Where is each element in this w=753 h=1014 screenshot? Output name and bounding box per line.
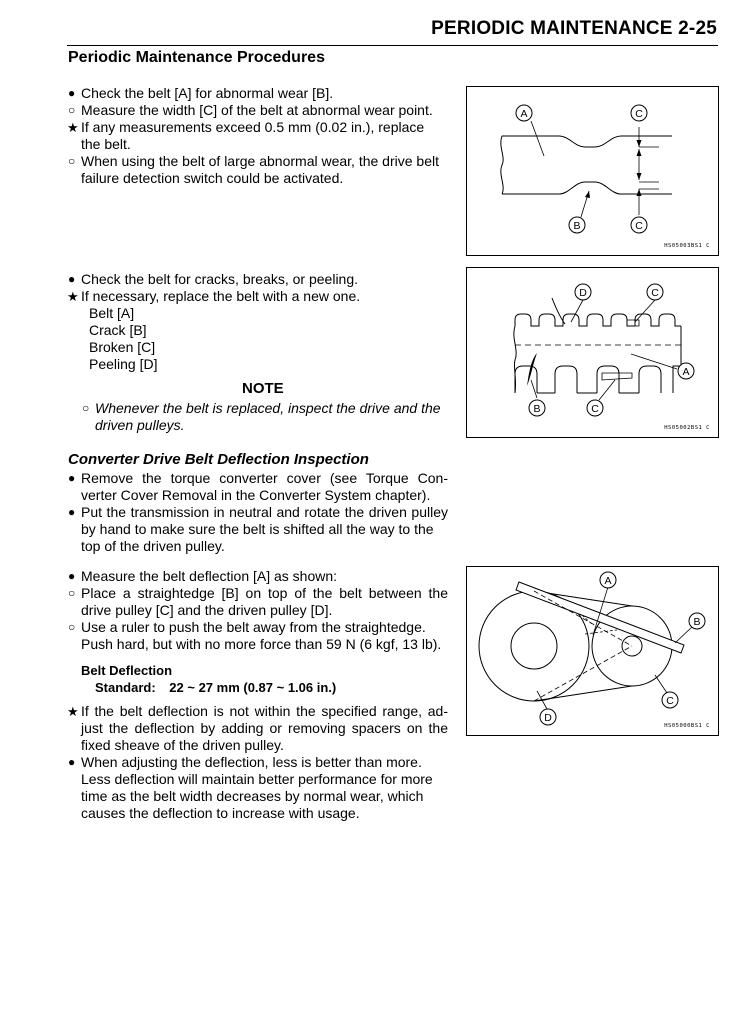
step-text: Check the belt for cracks, breaks, or peeling. bbox=[81, 271, 359, 287]
belt-wear-diagram bbox=[467, 87, 718, 255]
step-text: drive pulley [C] and the driven pulley [D]. bbox=[81, 602, 333, 618]
note-heading: NOTE bbox=[242, 380, 284, 397]
step-text: the belt. bbox=[81, 136, 131, 152]
step-text: Push hard, but with no more force than 59 N (6 kgf, 13 lb). bbox=[81, 636, 442, 652]
circle-icon: ○ bbox=[68, 620, 76, 634]
step-text: Less deflection will maintain better performance for more bbox=[81, 771, 433, 787]
bullet-icon: ● bbox=[68, 755, 76, 769]
step-text: When using the belt of large abnormal wear, the drive belt bbox=[81, 153, 439, 169]
callout-a: A bbox=[604, 575, 612, 587]
belt-crack-figure bbox=[466, 267, 719, 438]
step-text: Measure the belt deflection [A] as shown: bbox=[81, 568, 338, 584]
legend-item: Peeling [D] bbox=[89, 356, 158, 372]
circle-icon: ○ bbox=[68, 103, 76, 117]
note-text: driven pulleys. bbox=[95, 417, 185, 433]
belt-wear-figure bbox=[466, 86, 719, 256]
belt-deflection-figure bbox=[466, 566, 719, 736]
step-text: If the belt deflection is not within the specified range, ad- bbox=[81, 703, 448, 719]
circle-icon: ○ bbox=[82, 401, 90, 415]
star-icon: ★ bbox=[67, 289, 79, 304]
spec-title: Belt Deflection bbox=[81, 663, 173, 678]
page-header-title: PERIODIC MAINTENANCE 2-25 bbox=[431, 18, 717, 39]
callout-b: B bbox=[693, 616, 701, 628]
figure-code: HS05003BS1 C bbox=[664, 243, 710, 249]
circle-icon: ○ bbox=[68, 586, 76, 600]
circle-icon: ○ bbox=[68, 154, 76, 168]
step-text: If necessary, replace the belt with a new one. bbox=[81, 288, 361, 304]
bullet-icon: ● bbox=[68, 272, 76, 286]
step-text: Check the belt [A] for abnormal wear [B]. bbox=[81, 85, 334, 101]
callout-d: D bbox=[544, 712, 552, 724]
callout-c: C bbox=[666, 695, 674, 707]
step-text: Use a ruler to push the belt away from the straightedge. bbox=[81, 619, 426, 635]
crack-check-block bbox=[67, 271, 449, 441]
star-icon: ★ bbox=[67, 120, 79, 135]
step-text: When adjusting the deflection, less is better than more. bbox=[81, 754, 422, 770]
wear-check-block bbox=[67, 85, 449, 195]
callout-c: C bbox=[635, 220, 643, 232]
step-text: top of the driven pulley. bbox=[81, 538, 225, 554]
callout-b: B bbox=[533, 403, 541, 415]
note-text: Whenever the belt is replaced, inspect the drive and the bbox=[95, 400, 441, 416]
bullet-icon: ● bbox=[68, 569, 76, 583]
legend-item: Belt [A] bbox=[89, 305, 135, 321]
step-text: verter Cover Removal in the Converter System chapter). bbox=[81, 487, 431, 503]
step-text: by hand to make sure the belt is shifted all the way to the bbox=[81, 521, 434, 537]
callout-c: C bbox=[591, 403, 599, 415]
deflection-prep-block bbox=[68, 470, 448, 560]
bullet-icon: ● bbox=[68, 505, 76, 519]
deflection-measure-block bbox=[67, 568, 449, 828]
step-text: time as the belt width decreases by normal wear, which bbox=[81, 788, 424, 804]
belt-deflection-diagram bbox=[467, 567, 718, 735]
callout-d: D bbox=[579, 287, 587, 299]
figure-code: HS05002BS1 C bbox=[664, 425, 710, 431]
spec-value: 22 ~ 27 mm (0.87 ~ 1.06 in.) bbox=[169, 680, 337, 695]
step-text: failure detection switch could be activated. bbox=[81, 170, 344, 186]
callout-a: A bbox=[520, 108, 528, 120]
spec-label: Standard: bbox=[95, 680, 156, 695]
section-title: Periodic Maintenance Procedures bbox=[68, 49, 325, 66]
step-text: Measure the width [C] of the belt at abnormal wear point. bbox=[81, 102, 433, 118]
step-text: Put the transmission in neutral and rotate the driven pulley bbox=[81, 504, 448, 520]
step-text: just the deflection by adding or removing spacers on the bbox=[81, 720, 448, 736]
step-text: fixed sheave of the driven pulley. bbox=[81, 737, 284, 753]
step-text: causes the deflection to increase with usage. bbox=[81, 805, 360, 821]
bullet-icon: ● bbox=[68, 86, 76, 100]
callout-a: A bbox=[682, 366, 690, 378]
step-text: If any measurements exceed 0.5 mm (0.02 in.), replace bbox=[81, 119, 425, 135]
callout-b: B bbox=[573, 220, 581, 232]
legend-item: Crack [B] bbox=[89, 322, 147, 338]
step-text: Place a straightedge [B] on top of the belt between the bbox=[81, 585, 448, 601]
legend-item: Broken [C] bbox=[89, 339, 156, 355]
bullet-icon: ● bbox=[68, 471, 76, 485]
callout-c: C bbox=[635, 108, 643, 120]
step-text: Remove the torque converter cover (see Torque Con- bbox=[81, 470, 448, 486]
header-rule bbox=[67, 45, 718, 46]
callout-c: C bbox=[651, 287, 659, 299]
belt-crack-diagram bbox=[467, 268, 718, 437]
figure-code: HS05000BS1 C bbox=[664, 723, 710, 729]
star-icon: ★ bbox=[67, 704, 79, 719]
subsection-heading: Converter Drive Belt Deflection Inspection bbox=[68, 451, 369, 468]
